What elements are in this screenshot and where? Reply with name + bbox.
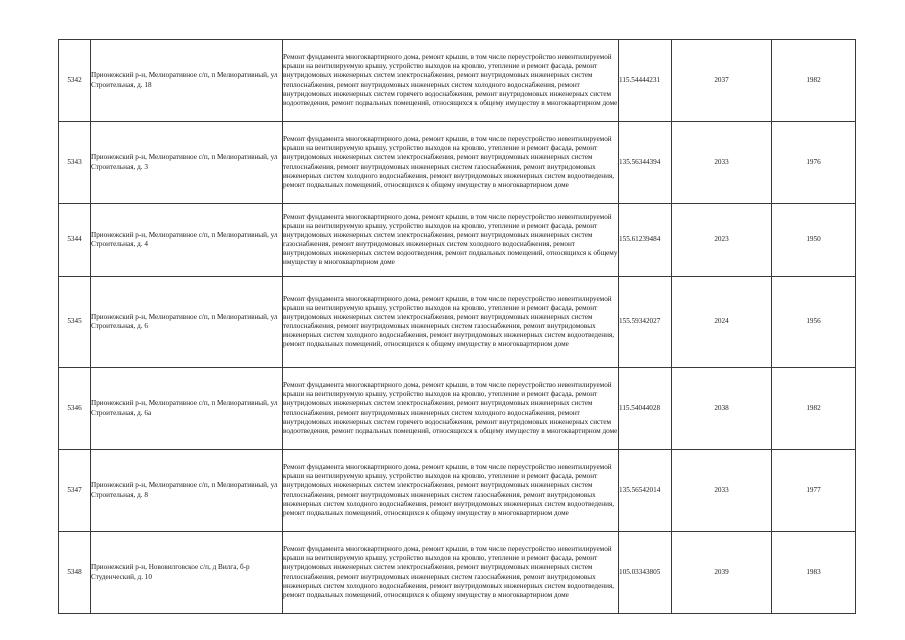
address-text: Прионежский р-н, Мелиоративное с/п, п Мелиоративный, ул Строительная, д. 8 xyxy=(91,481,278,499)
row-number-cell: 5348 xyxy=(59,532,91,614)
repair-year-cell: 2033 xyxy=(672,122,772,204)
build-year-cell: 1976 xyxy=(772,122,856,204)
row-number-cell: 5344 xyxy=(59,204,91,277)
address-text: Прионежский р-н, Мелиоративное с/п, п Мелиоративный, ул Строительная, д. 6 xyxy=(91,312,278,330)
repair-year-cell: 2023 xyxy=(672,204,772,277)
table-row xyxy=(59,368,856,450)
register-table-body xyxy=(59,40,856,614)
build-year-cell: 1956 xyxy=(772,277,856,368)
cost-cell: 105.03343805 xyxy=(619,532,672,614)
address-cell xyxy=(91,368,283,450)
works-cell xyxy=(283,532,619,614)
address-text: Прионежский р-н, Мелиоративное с/п, п Мелиоративный, ул Строительная, д. 4 xyxy=(91,230,278,248)
works-cell xyxy=(283,368,619,450)
row-number-cell: 5342 xyxy=(59,40,91,122)
address-cell xyxy=(91,277,283,368)
address-cell xyxy=(91,450,283,532)
address-text: Прионежский р-н, Нововилговское с/п, д Вилга, б-р Студенческий, д. 10 xyxy=(91,563,250,581)
build-year-cell: 1950 xyxy=(772,204,856,277)
works-cell xyxy=(283,450,619,532)
build-year-cell: 1983 xyxy=(772,532,856,614)
row-number-cell: 5345 xyxy=(59,277,91,368)
works-cell xyxy=(283,204,619,277)
works-text: Ремонт фундамента многоквартирного дома, ремонт крыши, в том числе переустройство невентилируемой крыши на вентилируемую крышу, устройство выходов на кровлю, утепление и ремонт фасада, ремонт внутридомовых инженерных систем электроснабжения, ремонт внутридомовых инженерных систем теплоснабжения, ремонт внутридомовых инженерных систем холодного водоснабжения, ремонт внутридомовых инженерных систем горячего водоснабжения, ремонт внутридомовых инженерных систем водоотведения, ремонт подвальных помещений, относящихся к общему имуществу в многоквартирном доме xyxy=(283,53,618,107)
address-text: Прионежский р-н, Мелиоративное с/п, п Мелиоративный, ул Строительная, д. 3 xyxy=(91,153,278,171)
table-row xyxy=(59,40,856,122)
works-cell xyxy=(283,277,619,368)
register-table xyxy=(58,39,856,614)
build-year-cell: 1982 xyxy=(772,368,856,450)
cost-cell: 155.61239484 xyxy=(619,204,672,277)
works-text: Ремонт фундамента многоквартирного дома, ремонт крыши, в том числе переустройство невентилируемой крыши на вентилируемую крышу, устройство выходов на кровлю, утепление и ремонт фасада, ремонт внутридомовых инженерных систем электроснабжения, ремонт внутридомовых инженерных систем теплоснабжения, ремонт внутридомовых инженерных систем холодного водоснабжения, ремонт внутридомовых инженерных систем горячего водоснабжения, ремонт внутридомовых инженерных систем водоотведения, ремонт подвальных помещений, относящихся к общему имуществу в многоквартирном доме xyxy=(283,381,618,435)
table-row xyxy=(59,122,856,204)
table-row xyxy=(59,204,856,277)
table-row xyxy=(59,450,856,532)
repair-year-cell: 2037 xyxy=(672,40,772,122)
address-text: Прионежский р-н, Мелиоративное с/п, п Мелиоративный, ул Строительная, д. 18 xyxy=(91,71,278,89)
address-cell xyxy=(91,122,283,204)
build-year-cell: 1982 xyxy=(772,40,856,122)
row-number-cell: 5346 xyxy=(59,368,91,450)
cost-cell: 115.54444231 xyxy=(619,40,672,122)
works-text: Ремонт фундамента многоквартирного дома, ремонт крыши, в том числе переустройство невентилируемой крыши на вентилируемую крышу, устройство выходов на кровлю, утепление и ремонт фасада, ремонт внутридомовых инженерных систем электроснабжения, ремонт внутридомовых инженерных систем теплоснабжения, ремонт внутридомовых инженерных систем газоснабжения, ремонт внутридомовых инженерных систем холодного водоснабжения, ремонт внутридомовых инженерных систем водоотведения, ремонт подвальных помещений, относящихся к общему имуществу в многоквартирном доме xyxy=(283,135,615,189)
register-table-container xyxy=(58,39,856,614)
address-cell xyxy=(91,532,283,614)
table-row xyxy=(59,277,856,368)
works-text: Ремонт фундамента многоквартирного дома, ремонт крыши, в том числе переустройство невентилируемой крыши на вентилируемую крышу, устройство выходов на кровлю, утепление и ремонт фасада, ремонт внутридомовых инженерных систем электроснабжения, ремонт внутридомовых инженерных систем теплоснабжения, ремонт внутридомовых инженерных систем газоснабжения, ремонт внутридомовых инженерных систем холодного водоснабжения, ремонт внутридомовых инженерных систем водоотведения, ремонт подвальных помещений, относящихся к общему имуществу в многоквартирном доме xyxy=(283,294,615,349)
row-number-cell: 5343 xyxy=(59,122,91,204)
works-text: Ремонт фундамента многоквартирного дома, ремонт крыши, в том числе переустройство невентилируемой крыши на вентилируемую крышу, устройство выходов на кровлю, утепление и ремонт фасада, ремонт внутридомовых инженерных систем электроснабжения, ремонт внутридомовых инженерных систем теплоснабжения, ремонт внутридомовых инженерных систем газоснабжения, ремонт внутридомовых инженерных систем холодного водоснабжения, ремонт внутридомовых инженерных систем водоотведения, ремонт подвальных помещений, относящихся к общему имуществу в многоквартирном доме xyxy=(283,545,615,599)
address-cell xyxy=(91,40,283,122)
repair-year-cell: 2039 xyxy=(672,532,772,614)
works-text: Ремонт фундамента многоквартирного дома, ремонт крыши, в том числе переустройство невентилируемой крыши на вентилируемую крышу, устройство выходов на кровлю, утепление и ремонт фасада, ремонт внутридомовых инженерных систем электроснабжения, ремонт внутридомовых инженерных систем теплоснабжения, ремонт внутридомовых инженерных систем газоснабжения, ремонт внутридомовых инженерных систем холодного водоснабжения, ремонт внутридомовых инженерных систем водоотведения, ремонт подвальных помещений, относящихся к общему имуществу в многоквартирном доме xyxy=(283,463,615,517)
works-cell xyxy=(283,40,619,122)
works-cell xyxy=(283,122,619,204)
cost-cell: 155.59342027 xyxy=(619,277,672,368)
build-year-cell: 1977 xyxy=(772,450,856,532)
table-row xyxy=(59,532,856,614)
address-text: Прионежский р-н, Мелиоративное с/п, п Мелиоративный, ул Строительная, д. 6а xyxy=(91,399,278,417)
row-number-cell: 5347 xyxy=(59,450,91,532)
repair-year-cell: 2033 xyxy=(672,450,772,532)
cost-cell: 135.56542014 xyxy=(619,450,672,532)
repair-year-cell: 2038 xyxy=(672,368,772,450)
cost-cell: 115.54044028 xyxy=(619,368,672,450)
works-text: Ремонт фундамента многоквартирного дома, ремонт крыши, в том числе переустройство невентилируемой крыши на вентилируемую крышу, устройство выходов на кровлю, утепление и ремонт фасада, ремонт внутридомовых инженерных систем электроснабжения, ремонт внутридомовых инженерных систем газоснабжения, ремонт внутридомовых инженерных систем холодного водоснабжения, ремонт внутридомовых инженерных систем водоотведения, ремонт подвальных помещений, относящихся к общему имуществу в многоквартирном доме xyxy=(283,212,618,267)
address-cell xyxy=(91,204,283,277)
repair-year-cell: 2024 xyxy=(672,277,772,368)
cost-cell: 135.56344394 xyxy=(619,122,672,204)
